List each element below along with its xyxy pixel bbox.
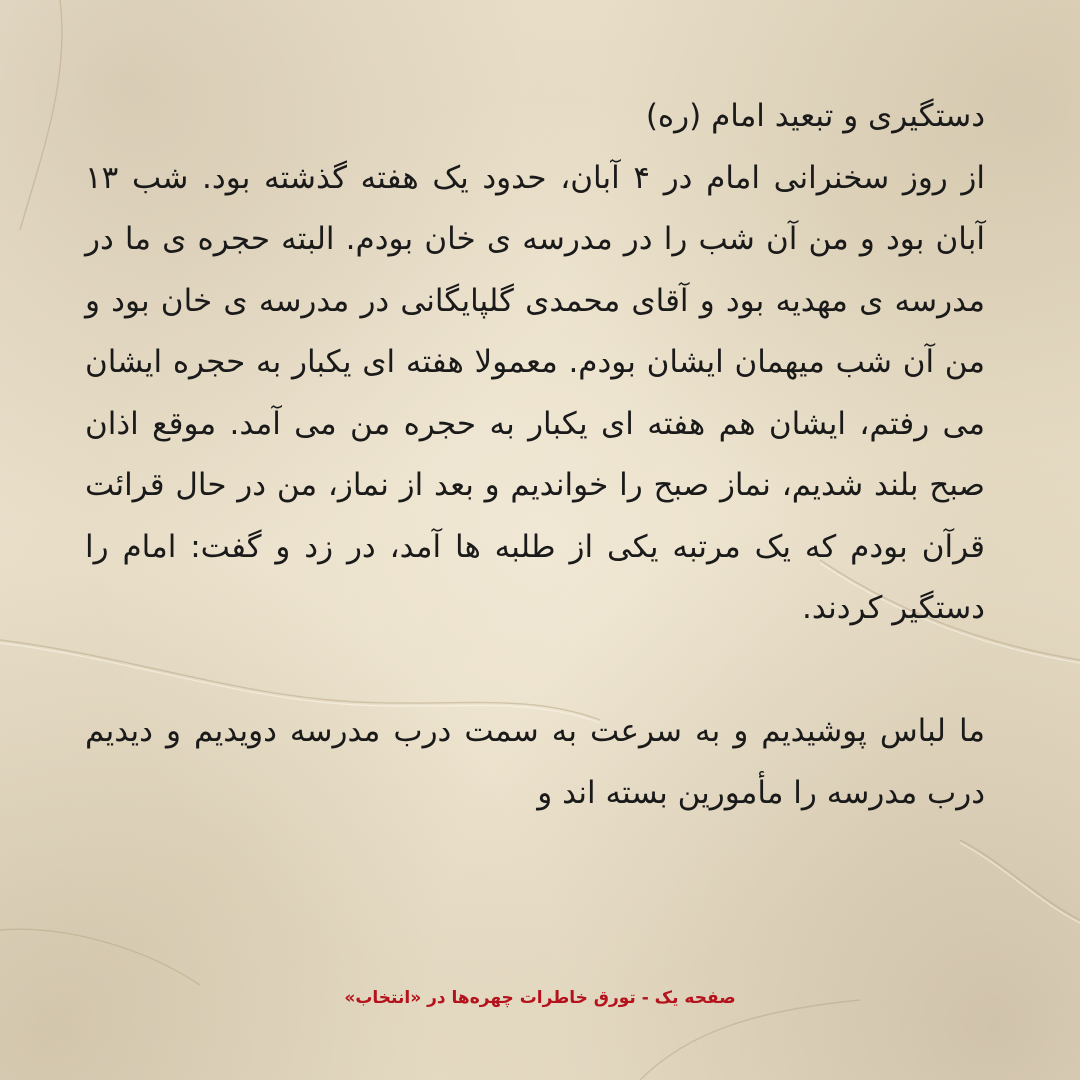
footer-caption: صفحه یک - تورق خاطرات چهره‌ها در «انتخاب» xyxy=(344,988,736,1008)
article-body xyxy=(85,86,985,824)
paragraph-spacer xyxy=(85,640,985,702)
article-paragraph: ما لباس پوشیدیم و به سرعت به سمت درب مدرسه دویدیم و دیدیم درب مدرسه را مأمورین بسته اند و xyxy=(85,713,985,811)
article-paragraph: از روز سخنرانی امام در ۴ آبان، حدود یک هفته گذشته بود. شب ۱۳ آبان بود و من آن شب را در مدرسه ی خان بودم. البته حجره ی ما در مدرسه ی مهدیه بود و آقای محمدی گلپایگانی در مدرسه ی خان بود و من آن شب میهمان ایشان بودم. معمولا هفته ای یکبار به حجره ایشان می رفتم، ایشان هم هفته ای یکبار به حجره من می آمد. موقع اذان صبح بلند شدیم، نماز صبح را خواندیم و بعد از نماز، من در حال قرائت قرآن بودم که یک مرتبه یکی از طلبه ها آمد، در زد و گفت: امام را دستگیر کردند. xyxy=(85,159,986,626)
article-title: دستگیری و تبعید امام (ره) xyxy=(645,98,985,134)
